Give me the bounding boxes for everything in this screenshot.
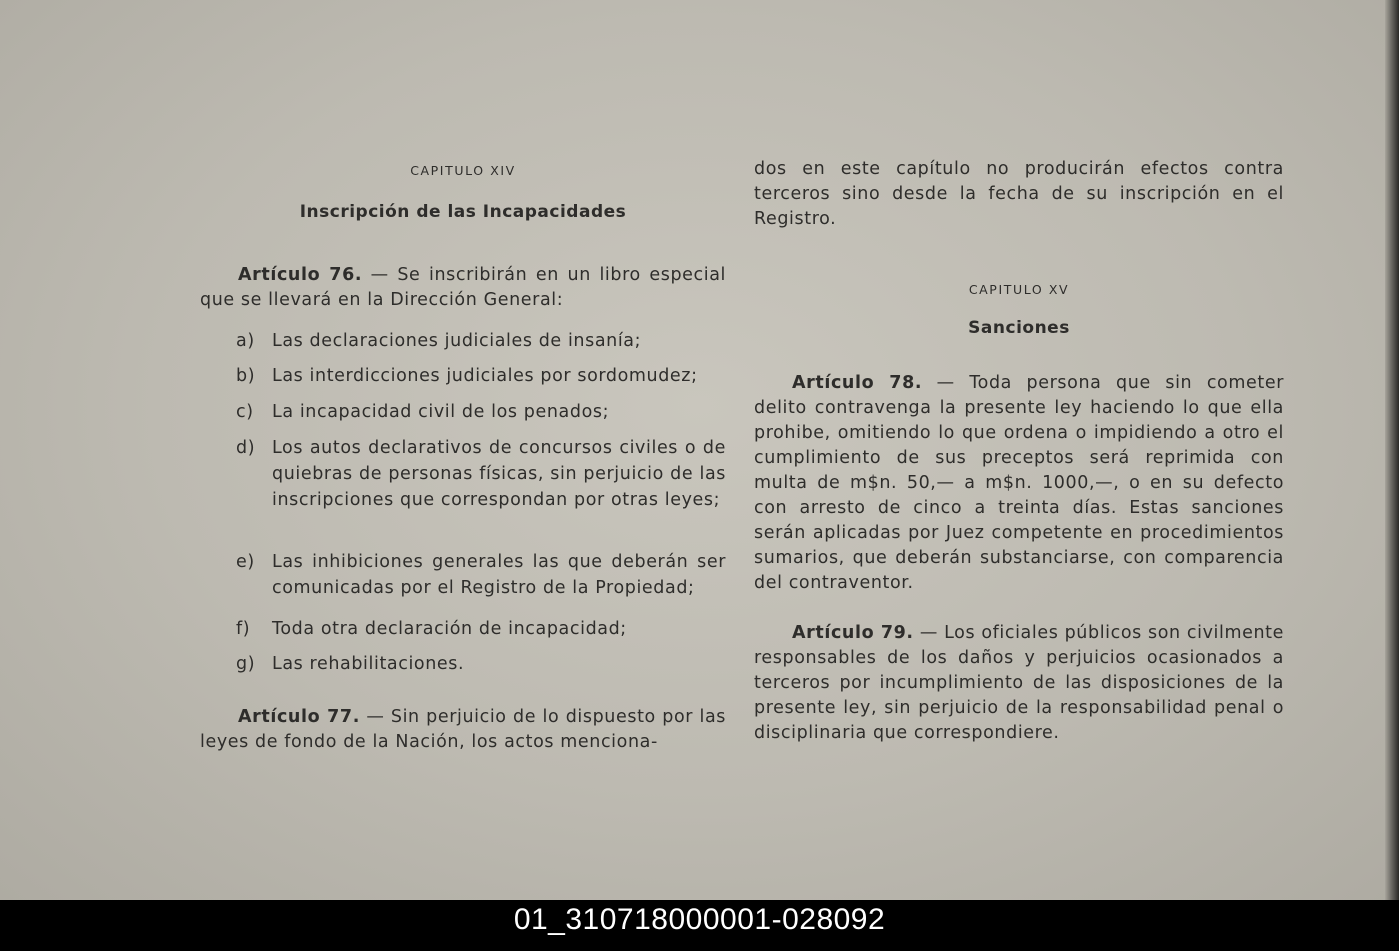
page-edge-shadow [1385, 0, 1399, 900]
list-item-text: Las inhibiciones generales las que deberán ser comunicadas por el Registro de la Propiedad; [272, 552, 726, 598]
list-item-c [236, 399, 726, 425]
article-77 [200, 705, 726, 755]
list-item-letter: f) [236, 619, 251, 639]
article-78 [754, 371, 1284, 596]
list-item-text: Las interdicciones judiciales por sordomudez; [272, 366, 698, 386]
article-77-continuation: dos en este capítulo no producirán efectos contra terceros sino desde la fecha de su inscripción en el Registro. [754, 159, 1284, 229]
list-item-letter: b) [236, 366, 256, 386]
list-item-a [236, 328, 726, 354]
article-77-text: — Sin perjuicio de lo dispuesto por las leyes de fondo de la Nación, los actos menciona- [200, 707, 726, 752]
list-item-letter: g) [236, 654, 256, 674]
list-item-text: Las declaraciones judiciales de insanía; [272, 331, 642, 351]
section-title-sanciones: Sanciones [968, 318, 1070, 338]
list-item-text: La incapacidad civil de los penados; [272, 402, 610, 422]
list-item-text: Las rehabilitaciones. [272, 654, 465, 674]
article-79-heading: Artículo 79. [792, 623, 914, 643]
list-item-f [236, 616, 726, 642]
chapter-label-xiv: CAPITULO XIV [410, 163, 516, 178]
article-79-text: — Los oficiales públicos son civilmente responsables de los daños y perjuicios ocasionados a terceros por incumplimiento de las disposiciones de la presente ley, sin perjuicio de la responsabilidad penal o disciplinaria que correspondiere. [754, 623, 1285, 743]
article-77-heading: Artículo 77. [238, 707, 360, 727]
list-item-b [236, 363, 726, 389]
list-item-text: Toda otra declaración de incapacidad; [272, 619, 627, 639]
article-76-heading: Artículo 76. [238, 265, 363, 285]
article-76 [200, 263, 726, 313]
image-id-caption: 01_310718000001-028092 [0, 900, 1399, 951]
list-item-letter: d) [236, 438, 256, 458]
list-item-letter: a) [236, 331, 255, 351]
article-78-text: — Toda persona que sin cometer delito contravenga la presente ley haciendo lo que ella prohibe, omitiendo lo que ordena o impidiendo a otro el cumplimiento de sus preceptos será reprimida con multa de m$n. 50,— a m$n. 1000,—, o en su defecto con arresto de cinco a treinta días. Estas sanciones serán aplicadas por Juez competente en procedimientos sumarios, que deberán substanciarse, con comparencia del contraventor. [754, 373, 1284, 593]
list-item-e [236, 549, 726, 601]
list-item-letter: e) [236, 552, 255, 572]
list-item-letter: c) [236, 402, 254, 422]
article-78-heading: Artículo 78. [792, 373, 923, 393]
section-title-incapacidades: Inscripción de las Incapacidades [299, 202, 627, 222]
list-item-d [236, 435, 726, 513]
article-79 [754, 621, 1284, 746]
article-76-text: — Se inscribirán en un libro especial que se llevará en la Dirección General: [200, 265, 726, 310]
list-item-g [236, 651, 726, 677]
chapter-label-xv: CAPITULO XV [968, 282, 1070, 297]
list-item-text: Los autos declarativos de concursos civiles o de quiebras de personas físicas, sin perjuicio de las inscripciones que correspondan por otras leyes; [272, 438, 726, 510]
